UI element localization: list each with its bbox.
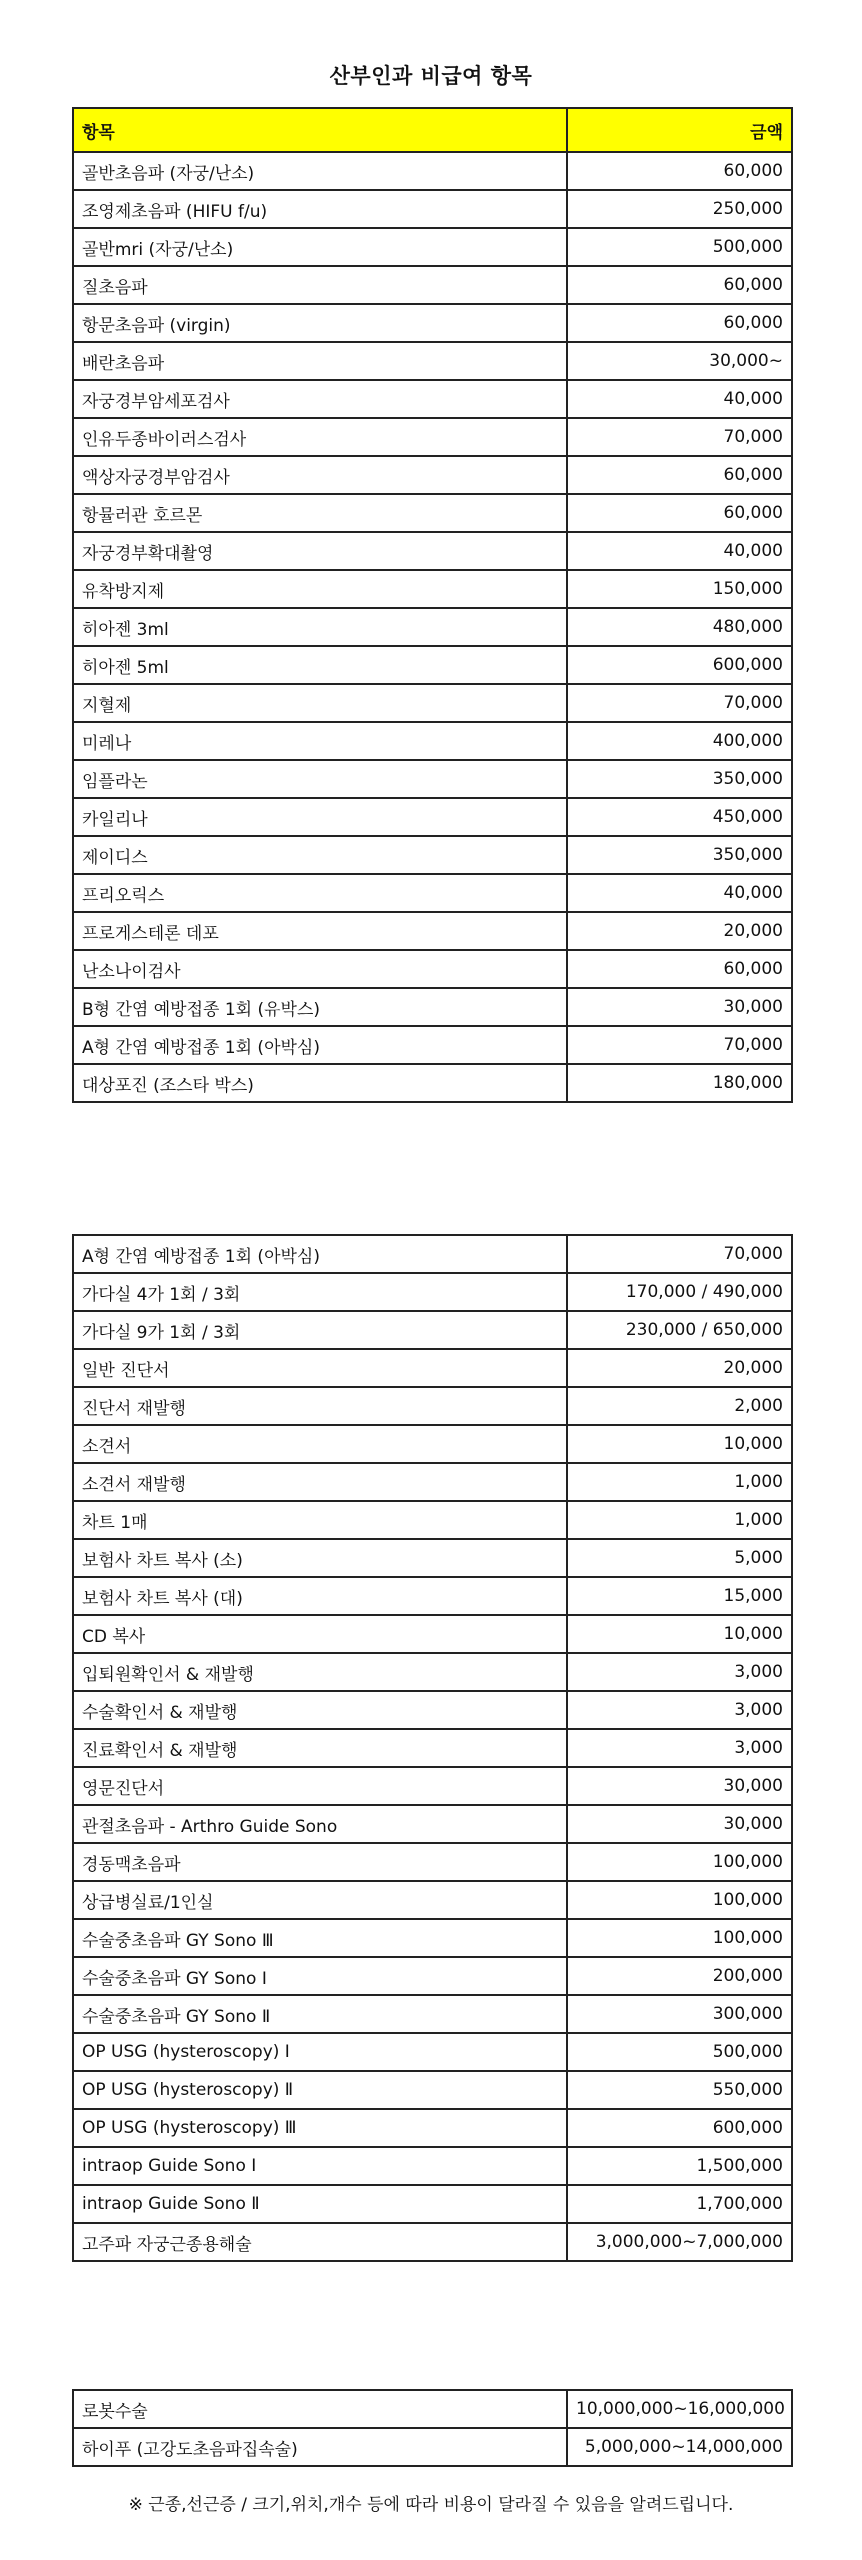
table-row — [73, 1805, 792, 1843]
item-amount: 40,000 — [567, 380, 792, 418]
table-row — [73, 1919, 792, 1957]
item-name: 수술중초음파 GY Sono Ⅲ — [73, 1919, 567, 1957]
item-name: 난소나이검사 — [73, 950, 567, 988]
header-amount: 금액 — [567, 108, 792, 152]
table-row — [73, 570, 792, 608]
item-amount: 10,000 — [567, 1615, 792, 1653]
item-name: 진단서 재발행 — [73, 1387, 567, 1425]
item-name: 가다실 4가 1회 / 3회 — [73, 1273, 567, 1311]
item-amount: 3,000 — [567, 1691, 792, 1729]
item-name: 일반 진단서 — [73, 1349, 567, 1387]
table-row — [73, 1026, 792, 1064]
item-name: 미레나 — [73, 722, 567, 760]
table-row — [73, 836, 792, 874]
table-row — [73, 1881, 792, 1919]
item-name: 골반mri (자궁/난소) — [73, 228, 567, 266]
item-amount: 70,000 — [567, 684, 792, 722]
table-row — [73, 684, 792, 722]
item-name: 수술중초음파 GY Sono Ⅱ — [73, 1995, 567, 2033]
item-name: 히아젠 5ml — [73, 646, 567, 684]
item-name: 경동맥초음파 — [73, 1843, 567, 1881]
table-row — [73, 152, 792, 190]
item-name: 자궁경부암세포검사 — [73, 380, 567, 418]
table-row — [73, 1387, 792, 1425]
table-row — [73, 2223, 792, 2261]
table-row — [73, 1767, 792, 1805]
table-row — [73, 342, 792, 380]
table-row — [73, 228, 792, 266]
page-title: 산부인과 비급여 항목 — [329, 64, 533, 88]
item-amount: 350,000 — [567, 760, 792, 798]
table-row — [73, 1349, 792, 1387]
item-amount: 60,000 — [567, 950, 792, 988]
fee-table-1 — [72, 107, 793, 1103]
table-row — [73, 2428, 792, 2466]
header-item: 항목 — [73, 108, 567, 152]
table-row — [73, 798, 792, 836]
table-row — [73, 1463, 792, 1501]
item-amount: 450,000 — [567, 798, 792, 836]
item-name: 로봇수술 — [73, 2390, 567, 2428]
table-row — [73, 1957, 792, 1995]
item-amount: 100,000 — [567, 1881, 792, 1919]
table-row — [73, 1311, 792, 1349]
item-name: 상급병실료/1인실 — [73, 1881, 567, 1919]
item-amount: 600,000 — [567, 2109, 792, 2147]
item-amount: 60,000 — [567, 152, 792, 190]
item-amount: 100,000 — [567, 1919, 792, 1957]
item-name: CD 복사 — [73, 1615, 567, 1653]
item-name: 조영제초음파 (HIFU f/u) — [73, 190, 567, 228]
item-amount: 30,000 — [567, 988, 792, 1026]
item-amount: 170,000 / 490,000 — [567, 1273, 792, 1311]
item-amount: 300,000 — [567, 1995, 792, 2033]
table-row — [73, 1843, 792, 1881]
table-row — [73, 1273, 792, 1311]
item-name: 액상자궁경부암검사 — [73, 456, 567, 494]
table-row — [73, 1615, 792, 1653]
item-amount: 10,000,000~16,000,000 — [567, 2390, 792, 2428]
fee-table-3 — [72, 2389, 793, 2467]
item-amount: 70,000 — [567, 1235, 792, 1273]
table-row — [73, 2147, 792, 2185]
item-amount: 1,000 — [567, 1463, 792, 1501]
item-name: 카일리나 — [73, 798, 567, 836]
item-amount: 2,000 — [567, 1387, 792, 1425]
item-amount: 3,000 — [567, 1729, 792, 1767]
table-row — [73, 380, 792, 418]
table-row — [73, 304, 792, 342]
item-amount: 5,000 — [567, 1539, 792, 1577]
item-name: 하이푸 (고강도초음파집속술) — [73, 2428, 567, 2466]
item-amount: 10,000 — [567, 1425, 792, 1463]
item-name: 프로게스테론 데포 — [73, 912, 567, 950]
table-row — [73, 494, 792, 532]
item-amount: 200,000 — [567, 1957, 792, 1995]
table-row — [73, 2071, 792, 2109]
item-name: 항뮬러관 호르몬 — [73, 494, 567, 532]
item-amount: 100,000 — [567, 1843, 792, 1881]
footnote: ※ 근종,선근증 / 크기,위치,개수 등에 따라 비용이 달라질 수 있음을 알려드립니다. — [128, 2495, 734, 2515]
item-name: intraop Guide Sono Ⅱ — [73, 2185, 567, 2223]
item-name: 질초음파 — [73, 266, 567, 304]
table-row — [73, 1501, 792, 1539]
table-row — [73, 760, 792, 798]
item-amount: 20,000 — [567, 912, 792, 950]
item-amount: 150,000 — [567, 570, 792, 608]
table-row — [73, 456, 792, 494]
item-amount: 5,000,000~14,000,000 — [567, 2428, 792, 2466]
item-amount: 1,700,000 — [567, 2185, 792, 2223]
item-name: 차트 1매 — [73, 1501, 567, 1539]
item-amount: 1,000 — [567, 1501, 792, 1539]
table-row — [73, 2109, 792, 2147]
table-row — [73, 2185, 792, 2223]
item-amount: 480,000 — [567, 608, 792, 646]
item-name: 영문진단서 — [73, 1767, 567, 1805]
item-name: 고주파 자궁근종용해술 — [73, 2223, 567, 2261]
item-amount: 70,000 — [567, 1026, 792, 1064]
item-name: 진료확인서 & 재발행 — [73, 1729, 567, 1767]
item-amount: 1,500,000 — [567, 2147, 792, 2185]
item-name: 대상포진 (조스타 박스) — [73, 1064, 567, 1102]
item-name: 입퇴원확인서 & 재발행 — [73, 1653, 567, 1691]
item-amount: 60,000 — [567, 494, 792, 532]
item-name: 임플라논 — [73, 760, 567, 798]
item-amount: 30,000~ — [567, 342, 792, 380]
table-row — [73, 266, 792, 304]
item-amount: 20,000 — [567, 1349, 792, 1387]
item-amount: 230,000 / 650,000 — [567, 1311, 792, 1349]
item-name: 히아젠 3ml — [73, 608, 567, 646]
item-name: 소견서 — [73, 1425, 567, 1463]
item-name: 보험사 차트 복사 (대) — [73, 1577, 567, 1615]
item-amount: 550,000 — [567, 2071, 792, 2109]
item-name: 가다실 9가 1회 / 3회 — [73, 1311, 567, 1349]
item-amount: 600,000 — [567, 646, 792, 684]
item-amount: 400,000 — [567, 722, 792, 760]
table-row — [73, 722, 792, 760]
item-amount: 500,000 — [567, 228, 792, 266]
item-amount: 30,000 — [567, 1805, 792, 1843]
item-name: OP USG (hysteroscopy) Ⅲ — [73, 2109, 567, 2147]
table-row — [73, 1425, 792, 1463]
table-row — [73, 1577, 792, 1615]
table-row — [73, 1729, 792, 1767]
table-row — [73, 2033, 792, 2071]
table-row — [73, 1235, 792, 1273]
item-name: B형 간염 예방접종 1회 (유박스) — [73, 988, 567, 1026]
table-row — [73, 532, 792, 570]
item-amount: 180,000 — [567, 1064, 792, 1102]
table-row — [73, 608, 792, 646]
item-amount: 15,000 — [567, 1577, 792, 1615]
item-amount: 60,000 — [567, 266, 792, 304]
table-row — [73, 1539, 792, 1577]
table-row — [73, 950, 792, 988]
item-name: 유착방지제 — [73, 570, 567, 608]
item-amount: 60,000 — [567, 304, 792, 342]
item-name: OP USG (hysteroscopy) Ⅰ — [73, 2033, 567, 2071]
item-name: 자궁경부확대촬영 — [73, 532, 567, 570]
table-row — [73, 988, 792, 1026]
table-row — [73, 1064, 792, 1102]
table-header-row — [73, 108, 792, 152]
item-amount: 60,000 — [567, 456, 792, 494]
item-name: 프리오릭스 — [73, 874, 567, 912]
item-name: A형 간염 예방접종 1회 (아박심) — [73, 1026, 567, 1064]
item-amount: 500,000 — [567, 2033, 792, 2071]
item-name: 소견서 재발행 — [73, 1463, 567, 1501]
item-amount: 40,000 — [567, 874, 792, 912]
item-name: intraop Guide Sono Ⅰ — [73, 2147, 567, 2185]
table-row — [73, 646, 792, 684]
table-row — [73, 912, 792, 950]
table-row — [73, 1691, 792, 1729]
item-name: 배란초음파 — [73, 342, 567, 380]
item-amount: 30,000 — [567, 1767, 792, 1805]
item-amount: 250,000 — [567, 190, 792, 228]
item-name: 골반초음파 (자궁/난소) — [73, 152, 567, 190]
item-name: 수술중초음파 GY Sono Ⅰ — [73, 1957, 567, 1995]
table-row — [73, 2390, 792, 2428]
table-row — [73, 418, 792, 456]
table-row — [73, 1995, 792, 2033]
item-amount: 3,000,000~7,000,000 — [567, 2223, 792, 2261]
item-name: 제이디스 — [73, 836, 567, 874]
item-name: 보험사 차트 복사 (소) — [73, 1539, 567, 1577]
item-name: A형 간염 예방접종 1회 (아박심) — [73, 1235, 567, 1273]
item-amount: 40,000 — [567, 532, 792, 570]
fee-table-2 — [72, 1234, 793, 2262]
table-row — [73, 190, 792, 228]
table-row — [73, 1653, 792, 1691]
item-amount: 3,000 — [567, 1653, 792, 1691]
item-amount: 70,000 — [567, 418, 792, 456]
item-amount: 350,000 — [567, 836, 792, 874]
table-row — [73, 874, 792, 912]
item-name: 인유두종바이러스검사 — [73, 418, 567, 456]
item-name: 관절초음파 - Arthro Guide Sono — [73, 1805, 567, 1843]
item-name: OP USG (hysteroscopy) Ⅱ — [73, 2071, 567, 2109]
item-name: 수술확인서 & 재발행 — [73, 1691, 567, 1729]
item-name: 지혈제 — [73, 684, 567, 722]
item-name: 항문초음파 (virgin) — [73, 304, 567, 342]
